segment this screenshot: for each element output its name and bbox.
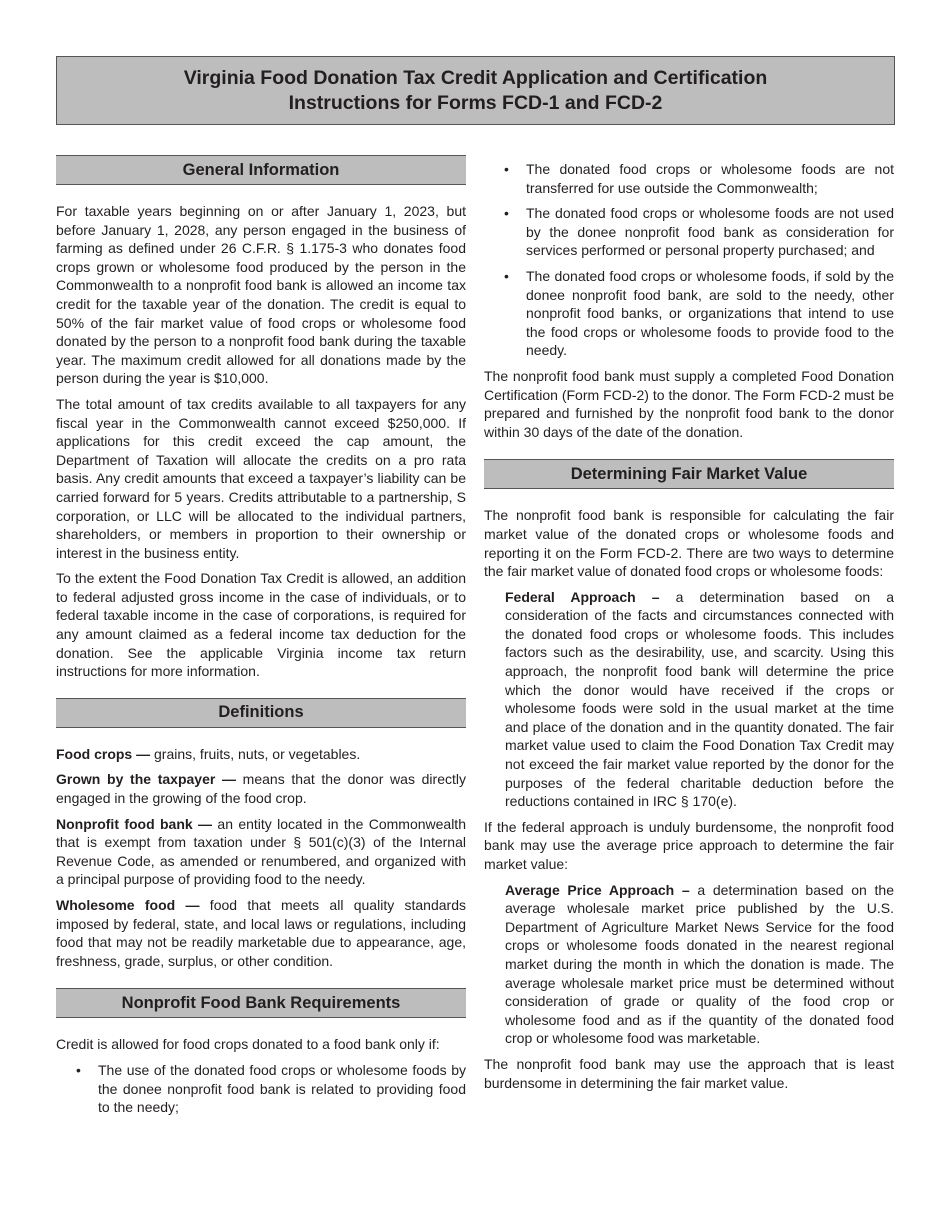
general-info-paragraph: For taxable years beginning on or after January 1, 2023, but before January 1, 2028, any person engaged in the business of farming as defined under 26 C.F.R. § 1.175-3 who donates food crops grown or wholesome food produced by the person in the Commonwealth to a nonprofit food bank is allowed an income tax credit for the taxable year of the donation. The credit is equal to 50% of the fair market value of food crops or wholesome food donated by the person to a nonprofit food bank during the taxable year. The maximum credit allowed for all donations made by the person during the year is $10,000. — [56, 203, 466, 387]
approach-term: Federal Approach – — [505, 588, 660, 605]
definition-text: means that the donor was directly engaged in the growing of the food crop. — [56, 771, 466, 807]
left-column — [56, 155, 466, 1117]
list-item-text: The donated food crops or wholesome foods are not used by the donee nonprofit food bank as consideration for services performed or personal property purchased; and — [526, 205, 894, 259]
definition-term: Wholesome food — — [56, 897, 200, 913]
list-item — [484, 160, 894, 197]
definition-term: Nonprofit food bank — — [56, 815, 213, 832]
section-heading-definitions: Definitions — [56, 698, 466, 728]
document-title: Virginia Food Donation Tax Credit Application and Certification — [183, 66, 768, 89]
definition-term: Grown by the taxpayer — — [56, 771, 236, 788]
approach-text: a determination based on a consideration of the facts and circumstances connected with the donated food crops or wholesome foods. This includes factors such as the desirability, use, and scarcity. Using this approach, the nonprofit food bank will determine the price which the donor would have received if the crops or wholesome foods were sold in the usual market at the time and place of the donation and in the quantity donated. The fair market value used to claim the Food Donation Tax Credit may not exceed the fair market value reported by the donor for the purposes of the federal charitable deduction before the reductions contained in IRC § 170(e). — [505, 588, 894, 810]
definition-food-crops — [56, 745, 466, 764]
definition-nonprofit-food-bank — [56, 815, 466, 889]
list-item-text: The donated food crops or wholesome foods are not transferred for use outside the Commonwealth; — [526, 161, 894, 196]
fmv-federal-approach — [484, 588, 894, 811]
definition-wholesome-food — [56, 896, 466, 970]
right-column — [484, 158, 894, 1092]
fmv-average-price-approach — [484, 881, 894, 1048]
bullet-glyph: • — [504, 267, 509, 284]
bullet-glyph: • — [504, 205, 509, 222]
bullet-glyph: • — [76, 1061, 81, 1078]
definition-grown-by-taxpayer — [56, 770, 466, 807]
list-item-text: The donated food crops or wholesome foods, if sold by the donee nonprofit food bank, are sold to the needy, other nonprofit food banks, or organizations that intend to use the food crops or wholesome foods to provide food to the needy. — [526, 267, 894, 359]
section-heading-fair-market-value: Determining Fair Market Value — [484, 459, 894, 489]
general-info-paragraph: To the extent the Food Donation Tax Credit is allowed, an addition to federal adjusted gross income in the case of individuals, or to federal taxable income in the case of corporations, is required for any amount claimed as a federal income tax deduction for the donation. See the applicable Virginia income tax return instructions for more information. — [56, 570, 466, 680]
list-item — [484, 267, 894, 360]
fmv-middle: If the federal approach is unduly burdensome, the nonprofit food bank may use the average price approach to determine the fair market value: — [484, 818, 894, 872]
approach-term: Average Price Approach – — [505, 881, 690, 898]
requirements-closing: The nonprofit food bank must supply a completed Food Donation Certification (Form FCD-2) to the donor. The Form FCD-2 must be prepared and furnished by the nonprofit food bank to the donor within 30 days of the date of the donation. — [484, 367, 894, 440]
requirements-list — [56, 1061, 466, 1117]
definition-text: food that meets all quality standards imposed by federal, state, and local laws or regulations, including food that may not be readily marketable due to appearance, age, freshness, grade, surplus, or other condition. — [56, 897, 466, 969]
requirements-intro: Credit is allowed for food crops donated to a food bank only if: — [56, 1036, 440, 1053]
general-info-paragraph: The total amount of tax credits available to all taxpayers for any fiscal year in the Commonwealth cannot exceed $250,000. If applications for this credit exceed the cap amount, the Department of Taxation will allocate the credits on a pro rata basis. Any credit amounts that exceed a taxpayer’s liability can be carried forward for 5 years. Credits attributable to a partnership, S corporation, or LLC will be allocated to the individual partners, shareholders, or members in proportion to their ownership or interest in the business entity. — [56, 395, 466, 561]
section-heading-general-information: General Information — [56, 155, 466, 185]
section-heading-requirements: Nonprofit Food Bank Requirements — [56, 988, 466, 1018]
definition-term: Food crops — — [56, 745, 151, 762]
approach-text: a determination based on the average wholesale market price published by the U.S. Department of Agriculture Market News Service for the food crops or wholesome foods donated in the nearest regional market during the month in which the donation is made. The average wholesale market price must be determined without consideration of grade or quality of the food crop or wholesome food and as if the quantity of the donated food crop or wholesome food was marketable. — [505, 881, 894, 1047]
definition-text: grains, fruits, nuts, or vegetables. — [150, 745, 361, 762]
list-item — [484, 204, 894, 260]
document-subtitle: Instructions for Forms FCD-1 and FCD-2 — [288, 91, 663, 114]
bullet-glyph: • — [504, 161, 509, 177]
document-title-box — [56, 56, 895, 125]
fmv-intro: The nonprofit food bank is responsible for calculating the fair market value of the donated crops or wholesome foods and reporting it on the Form FCD-2. There are two ways to determine the fair market value of donated food crops or wholesome foods: — [484, 507, 894, 580]
list-item — [56, 1061, 466, 1117]
requirements-list-continued — [484, 160, 894, 360]
definition-text: an entity located in the Commonwealth that is exempt from taxation under § 501(c)(3) of the Internal Revenue Code, as amended or renumbered, and organized with a principal purpose of providing food to the needy. — [56, 815, 466, 888]
list-item-text: The use of the donated food crops or wholesome foods by the donee nonprofit food bank is related to providing food to the needy; — [98, 1061, 466, 1116]
fmv-closing: The nonprofit food bank may use the approach that is least burdensome in determining the fair market value. — [484, 1055, 894, 1091]
